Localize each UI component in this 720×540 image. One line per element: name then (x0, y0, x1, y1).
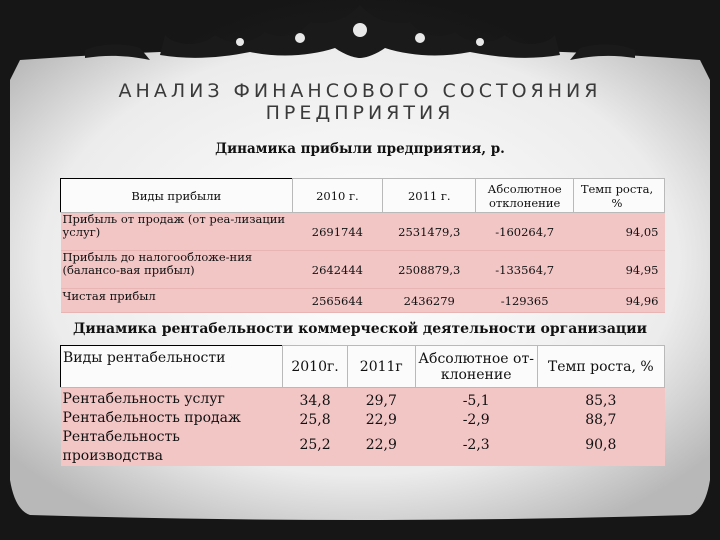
profit-cell-deviation: -160264,7 (476, 213, 574, 251)
profitability-header-type: Виды рентабельности (61, 346, 283, 388)
profit-cell-deviation: -129365 (476, 289, 574, 313)
profitability-cell: 88,7 (585, 412, 617, 428)
table-row (61, 388, 665, 467)
table-row (61, 289, 665, 313)
profitability-cell: 22,9 (365, 437, 397, 453)
profit-cell-2010: 2691744 (292, 213, 383, 251)
profitability-col-2010 (283, 388, 347, 467)
profit-cell-2010: 2642444 (292, 251, 383, 289)
profitability-header-growth: Темп роста, % (537, 346, 664, 388)
page-title (0, 80, 720, 124)
profitability-header-2011: 2011г (347, 346, 415, 388)
title-line-2: ПРЕДПРИЯТИЯ (265, 102, 455, 124)
title-line-1: АНАЛИЗ ФИНАНСОВОГО СОСТОЯНИЯ (118, 80, 602, 102)
profitability-cell: 90,8 (585, 437, 617, 453)
profit-cell-2011: 2531479,3 (383, 213, 476, 251)
profitability-cell: 29,7 (365, 393, 397, 409)
profitability-col-2011 (347, 388, 415, 467)
profit-cell-growth: 94,96 (574, 289, 665, 313)
profitability-cell: 25,2 (299, 437, 331, 453)
profitability-col-growth (537, 388, 664, 467)
profitability-cell: 22,9 (365, 412, 397, 428)
profit-row-label: Прибыль до налогообложе-ния (балансо-вая прибыл) (61, 251, 293, 289)
profit-header-growth: Темп роста, % (574, 179, 665, 213)
profit-header-2010: 2010 г. (292, 179, 383, 213)
profit-cell-deviation: -133564,7 (476, 251, 574, 289)
profitability-cell: 25,8 (299, 412, 331, 428)
profitability-cell: -5,1 (462, 393, 490, 409)
profit-cell-growth: 94,95 (574, 251, 665, 289)
profitability-table-header-row (61, 346, 665, 388)
profit-cell-2010: 2565644 (292, 289, 383, 313)
profit-header-deviation: Абсолютное отклонение (476, 179, 574, 213)
profitability-table (60, 345, 665, 466)
profitability-col-deviation (415, 388, 537, 467)
profitability-header-2010: 2010г. (283, 346, 347, 388)
decorative-ornament (0, 0, 720, 80)
profit-table-header-row (61, 179, 665, 213)
profit-cell-2011: 2508879,3 (383, 251, 476, 289)
profitability-cell: 85,3 (585, 393, 617, 409)
profitability-labels (61, 388, 283, 467)
profit-row-label: Чистая прибыл (61, 289, 293, 313)
profit-header-2011: 2011 г. (383, 179, 476, 213)
profit-cell-2011: 2436279 (383, 289, 476, 313)
profitability-cell: 34,8 (299, 393, 331, 409)
profitability-header-deviation: Абсолютное от-клонение (415, 346, 537, 388)
profitability-cell: -2,3 (462, 437, 490, 453)
profitability-label-sales: Рентабельность продаж (62, 410, 241, 426)
profit-table-caption: Динамика прибыли предприятия, р. (215, 141, 505, 157)
profit-table (60, 178, 665, 313)
profit-header-type: Виды прибыли (61, 179, 293, 213)
profitability-label-services: Рентабельность услуг (62, 391, 225, 407)
table-row (61, 213, 665, 251)
profit-cell-growth: 94,05 (574, 213, 665, 251)
profit-row-label: Прибыль от продаж (от реа-лизации услуг) (61, 213, 293, 251)
table-row (61, 251, 665, 289)
profitability-label-production: Рентабельность производства (62, 429, 180, 464)
profitability-table-caption: Динамика рентабельности коммерческой деятельности организации (72, 321, 648, 337)
profitability-cell: -2,9 (462, 412, 490, 428)
